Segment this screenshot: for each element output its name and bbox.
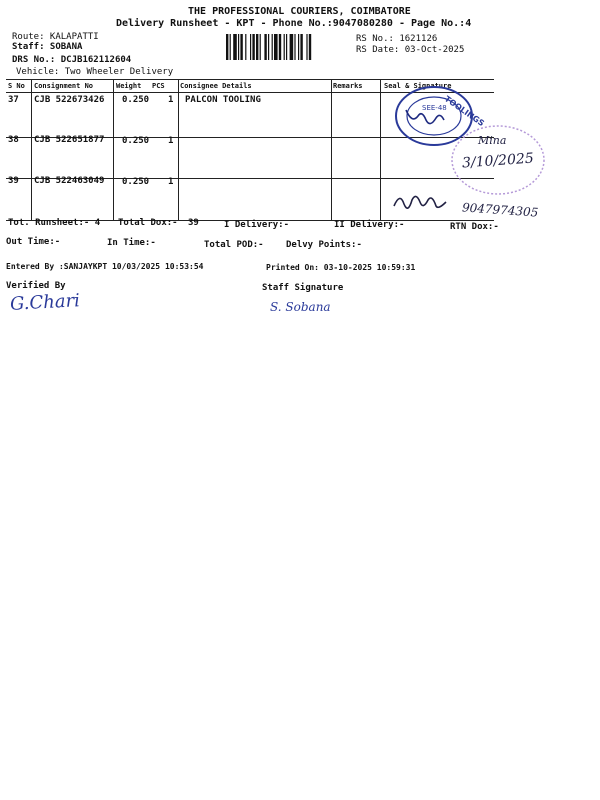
barcode-bar (260, 34, 261, 60)
stamp-initials: Mina (478, 134, 507, 147)
header-weight: Weight (116, 82, 142, 90)
header-sno: S No (8, 82, 25, 90)
vehicle-label: Vehicle: Two Wheeler Delivery (16, 67, 174, 77)
row-consignment: CJB 522651877 (34, 135, 105, 145)
runsheet-subtitle: Delivery Runsheet - KPT - Phone No.:9047080280 - Page No.:4 (116, 18, 472, 29)
row-consignment: CJB 522673426 (34, 95, 105, 105)
barcode-bar (268, 34, 269, 60)
barcode-bar (298, 34, 299, 60)
table-top-border (6, 79, 494, 80)
barcode-graphic (226, 34, 353, 60)
barcode-bar (252, 34, 254, 60)
barcode-bar (274, 34, 278, 60)
handwritten-phone: 9047974305 (461, 200, 539, 220)
row-consignee: PALCON TOOLING (185, 95, 261, 105)
barcode-bar (286, 34, 287, 60)
row-weight: 0.250 (122, 136, 150, 146)
ii-delivery-label: II Delivery:- (334, 220, 405, 230)
row-consignment: CJB 522463049 (34, 176, 105, 186)
company-title: THE PROFESSIONAL COURIERS, COIMBATORE (188, 6, 411, 17)
barcode-bar (245, 34, 246, 60)
row-weight: 0.250 (122, 95, 150, 105)
i-delivery-label: I Delivery:- (224, 220, 290, 230)
table-col-divider (331, 79, 332, 220)
row-sno: 38 (8, 135, 19, 145)
table-col-divider (31, 79, 32, 220)
barcode-bar (306, 34, 307, 60)
total-pod-label: Total POD:- (204, 240, 264, 250)
barcode-bar (256, 34, 258, 60)
header-pcs: PCS (152, 82, 165, 90)
barcode-bar (284, 34, 285, 60)
total-dox-label: Total Dox:- (118, 218, 178, 228)
barcode-bar (230, 34, 231, 60)
entered-by: Entered By :SANJAYKPT 10/03/2025 10:53:54 (6, 262, 204, 271)
row-sno: 37 (8, 95, 19, 105)
verified-signature: G.Chari (9, 290, 81, 315)
verified-by-label: Verified By (6, 281, 66, 291)
barcode-bar (300, 34, 302, 60)
receiver-signature (390, 186, 454, 216)
table-col-divider (380, 79, 381, 220)
row-pcs: 1 (168, 95, 174, 105)
barcode-bar (309, 34, 311, 60)
delvy-points-label: Delvy Points:- (286, 240, 362, 250)
barcode (226, 34, 353, 60)
barcode-bar (279, 34, 281, 60)
handwritten-date: 3/10/2025 (461, 150, 535, 172)
row-pcs: 1 (168, 136, 174, 146)
route-label: Route: KALAPATTI (12, 32, 99, 42)
barcode-bar (264, 34, 266, 60)
header-consignee: Consignee Details (180, 82, 252, 90)
tot-runsheet: Tot. Runsheet:- 4 (8, 218, 101, 228)
barcode-bar (290, 34, 294, 60)
barcode-bar (238, 34, 239, 60)
staff-signature-label: Staff Signature (262, 283, 344, 293)
barcode-bar (226, 34, 228, 60)
header-seal-signature: Seal & Signature (384, 82, 452, 90)
row-pcs: 1 (168, 177, 174, 187)
table-col-divider (178, 79, 179, 220)
total-dox-value: 39 (188, 218, 199, 228)
barcode-bar (294, 34, 295, 60)
stamp-code: SEE-48 (422, 104, 447, 112)
row-sno: 39 (8, 176, 19, 186)
staff-label: Staff: SOBANA (12, 42, 83, 52)
printed-on: Printed On: 03-10-2025 10:59:31 (266, 263, 416, 272)
out-time-label: Out Time:- (6, 237, 61, 247)
rs-number: RS No.: 1621126 (356, 34, 438, 44)
header-remarks: Remarks (333, 82, 363, 90)
header-consignment: Consignment No (34, 82, 94, 90)
table-col-divider (113, 79, 114, 220)
rtn-dox-label: RTN Dox:- (450, 222, 499, 232)
rs-date: RS Date: 03-Oct-2025 (356, 45, 465, 55)
stamp-text: TOOLINGS (442, 94, 486, 129)
barcode-bar (233, 34, 237, 60)
barcode-bar (250, 34, 251, 60)
row-weight: 0.250 (122, 177, 150, 187)
barcode-bar (240, 34, 242, 60)
staff-handwritten-signature: S. Sobana (270, 300, 331, 314)
drs-number: DRS No.: DCJB162112604 (12, 55, 132, 65)
barcode-bar (272, 34, 273, 60)
in-time-label: In Time:- (107, 238, 156, 248)
